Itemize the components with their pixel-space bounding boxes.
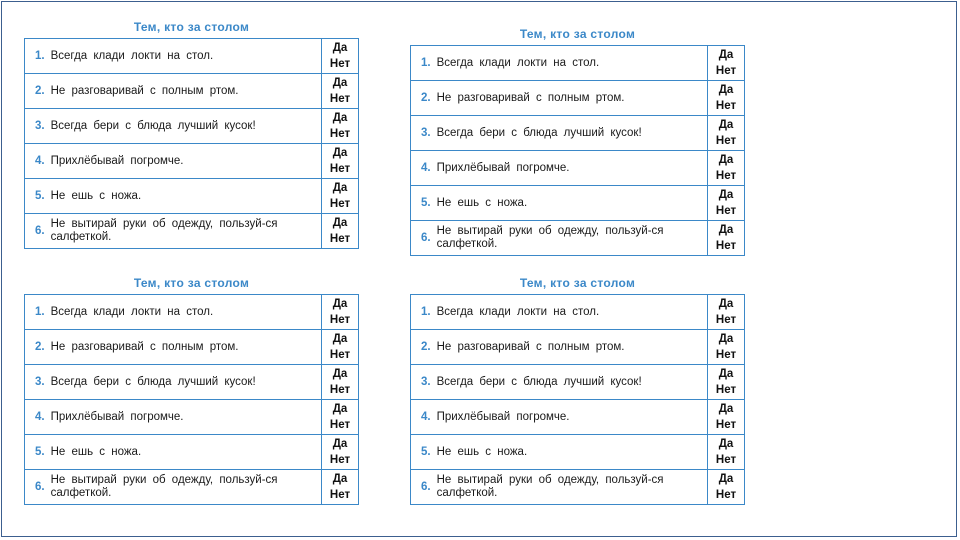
quiz-row	[411, 150, 744, 185]
answer-cell	[707, 295, 744, 329]
row-text: Прихлёбывай погромче.	[50, 154, 184, 167]
row-number: 5.	[421, 196, 431, 209]
answer-no[interactable]: Нет	[329, 233, 351, 245]
row-number: 1.	[421, 305, 431, 318]
row-text: Всегда бери с блюда лучший кусок!	[50, 375, 256, 388]
quiz-row	[25, 329, 358, 364]
answer-yes[interactable]: Да	[718, 224, 734, 236]
answer-no[interactable]: Нет	[329, 454, 351, 466]
answer-no[interactable]: Нет	[329, 93, 351, 105]
quiz-row	[25, 143, 358, 178]
answer-yes[interactable]: Да	[332, 42, 348, 54]
card-top-right	[410, 23, 745, 256]
answer-cell	[321, 214, 358, 248]
quiz-row	[25, 469, 358, 504]
answer-no[interactable]: Нет	[715, 65, 737, 77]
answer-no[interactable]: Нет	[715, 419, 737, 431]
card-bottom-left	[24, 272, 359, 505]
row-number: 6.	[421, 231, 431, 244]
card-title: Тем, кто за столом	[133, 276, 250, 290]
answer-no[interactable]: Нет	[715, 384, 737, 396]
answer-cell	[321, 74, 358, 108]
answer-no[interactable]: Нет	[329, 198, 351, 210]
row-text: Не разговаривай с полным ртом.	[50, 340, 239, 353]
quiz-row	[25, 295, 358, 329]
answer-cell	[321, 144, 358, 178]
quiz-row	[25, 39, 358, 73]
row-text: Всегда бери с блюда лучший кусок!	[436, 375, 642, 388]
row-text: Всегда клади локти на стол.	[436, 56, 600, 69]
answer-yes[interactable]: Да	[718, 438, 734, 450]
quiz-table	[410, 45, 745, 256]
row-number: 1.	[35, 49, 45, 62]
row-number: 6.	[35, 480, 45, 493]
answer-no[interactable]: Нет	[715, 349, 737, 361]
card-top-left	[24, 16, 359, 249]
answer-yes[interactable]: Да	[332, 298, 348, 310]
row-number: 3.	[35, 119, 45, 132]
answer-cell	[707, 116, 744, 150]
answer-cell	[707, 435, 744, 469]
row-text: Не разговаривай с полным ртом.	[436, 91, 625, 104]
row-text: Прихлёбывай погромче.	[436, 161, 570, 174]
row-number: 4.	[421, 161, 431, 174]
answer-yes[interactable]: Да	[332, 112, 348, 124]
answer-yes[interactable]: Да	[718, 189, 734, 201]
answer-cell	[321, 179, 358, 213]
quiz-table	[24, 38, 359, 249]
answer-yes[interactable]: Да	[332, 147, 348, 159]
row-text: Всегда бери с блюда лучший кусок!	[436, 126, 642, 139]
answer-yes[interactable]: Да	[718, 368, 734, 380]
row-number: 3.	[35, 375, 45, 388]
quiz-row	[411, 295, 744, 329]
card-bottom-right	[410, 272, 745, 505]
answer-cell	[321, 295, 358, 329]
row-number: 4.	[35, 410, 45, 423]
answer-cell	[707, 330, 744, 364]
row-number: 1.	[35, 305, 45, 318]
quiz-row	[411, 185, 744, 220]
answer-cell	[321, 435, 358, 469]
row-number: 2.	[35, 340, 45, 353]
answer-cell	[707, 470, 744, 504]
card-title: Тем, кто за столом	[133, 20, 250, 34]
answer-no[interactable]: Нет	[329, 419, 351, 431]
answer-yes[interactable]: Да	[718, 333, 734, 345]
answer-yes[interactable]: Да	[718, 84, 734, 96]
answer-cell	[321, 109, 358, 143]
answer-yes[interactable]: Да	[332, 217, 348, 229]
quiz-row	[411, 364, 744, 399]
row-text: Не вытирай руки об одежду, пользуй-ся салфеткой.	[50, 474, 278, 499]
answer-cell	[321, 365, 358, 399]
row-text: Прихлёбывай погромче.	[436, 410, 570, 423]
row-number: 5.	[35, 189, 45, 202]
answer-no[interactable]: Нет	[715, 170, 737, 182]
answer-yes[interactable]: Да	[332, 403, 348, 415]
row-text: Не вытирай руки об одежду, пользуй-ся салфеткой.	[436, 225, 664, 250]
row-number: 5.	[421, 445, 431, 458]
row-text: Не вытирай руки об одежду, пользуй-ся салфеткой.	[50, 218, 278, 243]
answer-yes[interactable]: Да	[332, 333, 348, 345]
answer-yes[interactable]: Да	[718, 154, 734, 166]
quiz-row	[411, 434, 744, 469]
answer-yes[interactable]: Да	[332, 182, 348, 194]
answer-no[interactable]: Нет	[715, 135, 737, 147]
quiz-row	[411, 329, 744, 364]
quiz-table	[410, 294, 745, 505]
card-title: Тем, кто за столом	[519, 27, 636, 41]
row-number: 5.	[35, 445, 45, 458]
row-number: 3.	[421, 126, 431, 139]
answer-yes[interactable]: Да	[332, 368, 348, 380]
answer-cell	[321, 400, 358, 434]
answer-no[interactable]: Нет	[329, 349, 351, 361]
answer-no[interactable]: Нет	[715, 100, 737, 112]
answer-no[interactable]: Нет	[715, 240, 737, 252]
quiz-table	[24, 294, 359, 505]
row-number: 3.	[421, 375, 431, 388]
answer-cell	[707, 186, 744, 220]
row-text: Не ешь с ножа.	[436, 445, 528, 458]
answer-no[interactable]: Нет	[329, 128, 351, 140]
answer-cell	[321, 470, 358, 504]
quiz-row	[411, 46, 744, 80]
row-text: Не ешь с ножа.	[50, 445, 142, 458]
row-number: 6.	[35, 224, 45, 237]
row-number: 2.	[421, 91, 431, 104]
answer-no[interactable]: Нет	[715, 454, 737, 466]
row-text: Не ешь с ножа.	[50, 189, 142, 202]
answer-cell	[707, 221, 744, 255]
row-text: Не разговаривай с полным ртом.	[50, 84, 239, 97]
answer-cell	[707, 46, 744, 80]
answer-no[interactable]: Нет	[715, 314, 737, 326]
answer-cell	[707, 151, 744, 185]
answer-yes[interactable]: Да	[718, 49, 734, 61]
row-text: Не вытирай руки об одежду, пользуй-ся салфеткой.	[436, 474, 664, 499]
quiz-row	[25, 108, 358, 143]
answer-no[interactable]: Нет	[329, 489, 351, 501]
answer-yes[interactable]: Да	[332, 473, 348, 485]
answer-cell	[321, 330, 358, 364]
answer-cell	[707, 365, 744, 399]
row-text: Всегда клади локти на стол.	[436, 305, 600, 318]
quiz-row	[411, 469, 744, 504]
quiz-row	[411, 399, 744, 434]
quiz-row	[25, 364, 358, 399]
answer-yes[interactable]: Да	[332, 77, 348, 89]
row-number: 2.	[35, 84, 45, 97]
row-number: 1.	[421, 56, 431, 69]
row-text: Всегда клади локти на стол.	[50, 49, 214, 62]
row-number: 4.	[421, 410, 431, 423]
answer-cell	[321, 39, 358, 73]
card-title: Тем, кто за столом	[519, 276, 636, 290]
row-text: Не ешь с ножа.	[436, 196, 528, 209]
quiz-row	[411, 115, 744, 150]
quiz-row	[25, 73, 358, 108]
answer-yes[interactable]: Да	[718, 403, 734, 415]
row-text: Прихлёбывай погромче.	[50, 410, 184, 423]
answer-yes[interactable]: Да	[718, 473, 734, 485]
quiz-row	[411, 220, 744, 255]
answer-no[interactable]: Нет	[329, 384, 351, 396]
answer-cell	[707, 400, 744, 434]
row-number: 6.	[421, 480, 431, 493]
row-text: Всегда клади локти на стол.	[50, 305, 214, 318]
answer-no[interactable]: Нет	[329, 58, 351, 70]
row-number: 2.	[421, 340, 431, 353]
answer-yes[interactable]: Да	[718, 298, 734, 310]
answer-no[interactable]: Нет	[715, 489, 737, 501]
quiz-row	[25, 213, 358, 248]
row-text: Не разговаривай с полным ртом.	[436, 340, 625, 353]
row-number: 4.	[35, 154, 45, 167]
quiz-row	[25, 178, 358, 213]
answer-yes[interactable]: Да	[718, 119, 734, 131]
answer-no[interactable]: Нет	[329, 163, 351, 175]
answer-yes[interactable]: Да	[332, 438, 348, 450]
answer-no[interactable]: Нет	[715, 205, 737, 217]
answer-no[interactable]: Нет	[329, 314, 351, 326]
row-text: Всегда бери с блюда лучший кусок!	[50, 119, 256, 132]
quiz-row	[25, 399, 358, 434]
quiz-row	[411, 80, 744, 115]
answer-cell	[707, 81, 744, 115]
quiz-row	[25, 434, 358, 469]
